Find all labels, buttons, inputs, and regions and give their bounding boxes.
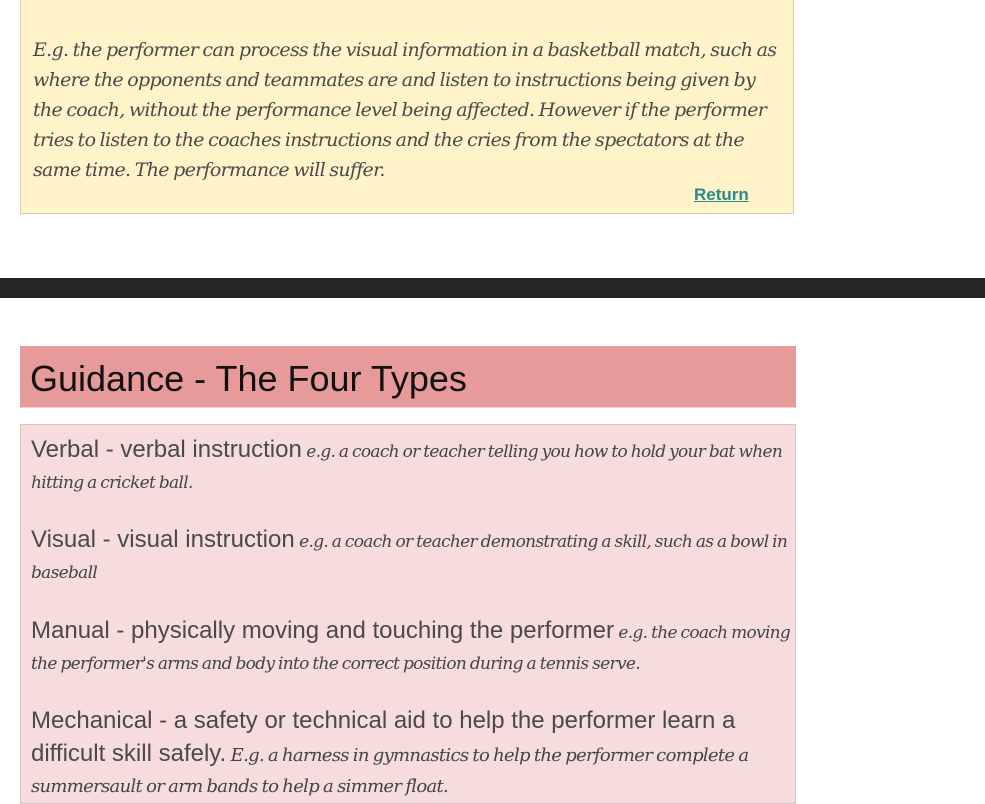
type-example: e.g. a coach or teacher demonstrating a skill, such as a bowl in baseball — [31, 532, 788, 583]
list-item-verbal — [31, 435, 791, 499]
type-label: Verbal - verbal instruction — [31, 436, 302, 463]
type-example: e.g. a coach or teacher telling you how to hold your bat when hitting a cricket ball. — [31, 442, 783, 493]
info-panel — [20, 0, 794, 214]
type-label: Visual - visual instruction — [31, 526, 295, 553]
type-example: E.g. a harness in gymnastics to help the performer complete a summersault or arm bands to help a simmer float. — [31, 745, 749, 797]
section-heading — [20, 346, 796, 408]
section-divider — [0, 278, 985, 298]
list-item-visual — [31, 525, 791, 589]
list-item-mechanical — [31, 706, 791, 803]
type-example: e.g. the coach moving the performer's arms and body into the correct position during a tennis serve. — [31, 623, 791, 674]
type-label: Mechanical - a safety or technical aid to help the performer learn a difficult skill safely. — [31, 707, 736, 767]
return-link[interactable]: Return — [694, 185, 749, 204]
list-item-manual — [31, 616, 791, 680]
page-title: Guidance - The Four Types — [30, 358, 467, 399]
info-text: E.g. the performer can process the visual information in a basketball match, such as where the opponents and teammates are and listen to instructions being given by the coach, without the performance level being affected. However if the performer tries to listen to the coaches instructions and the cries from the spectators at the same time. The performance will suffer. — [33, 39, 777, 181]
guidance-types-panel — [20, 424, 796, 804]
type-label: Manual - physically moving and touching the performer — [31, 617, 614, 644]
